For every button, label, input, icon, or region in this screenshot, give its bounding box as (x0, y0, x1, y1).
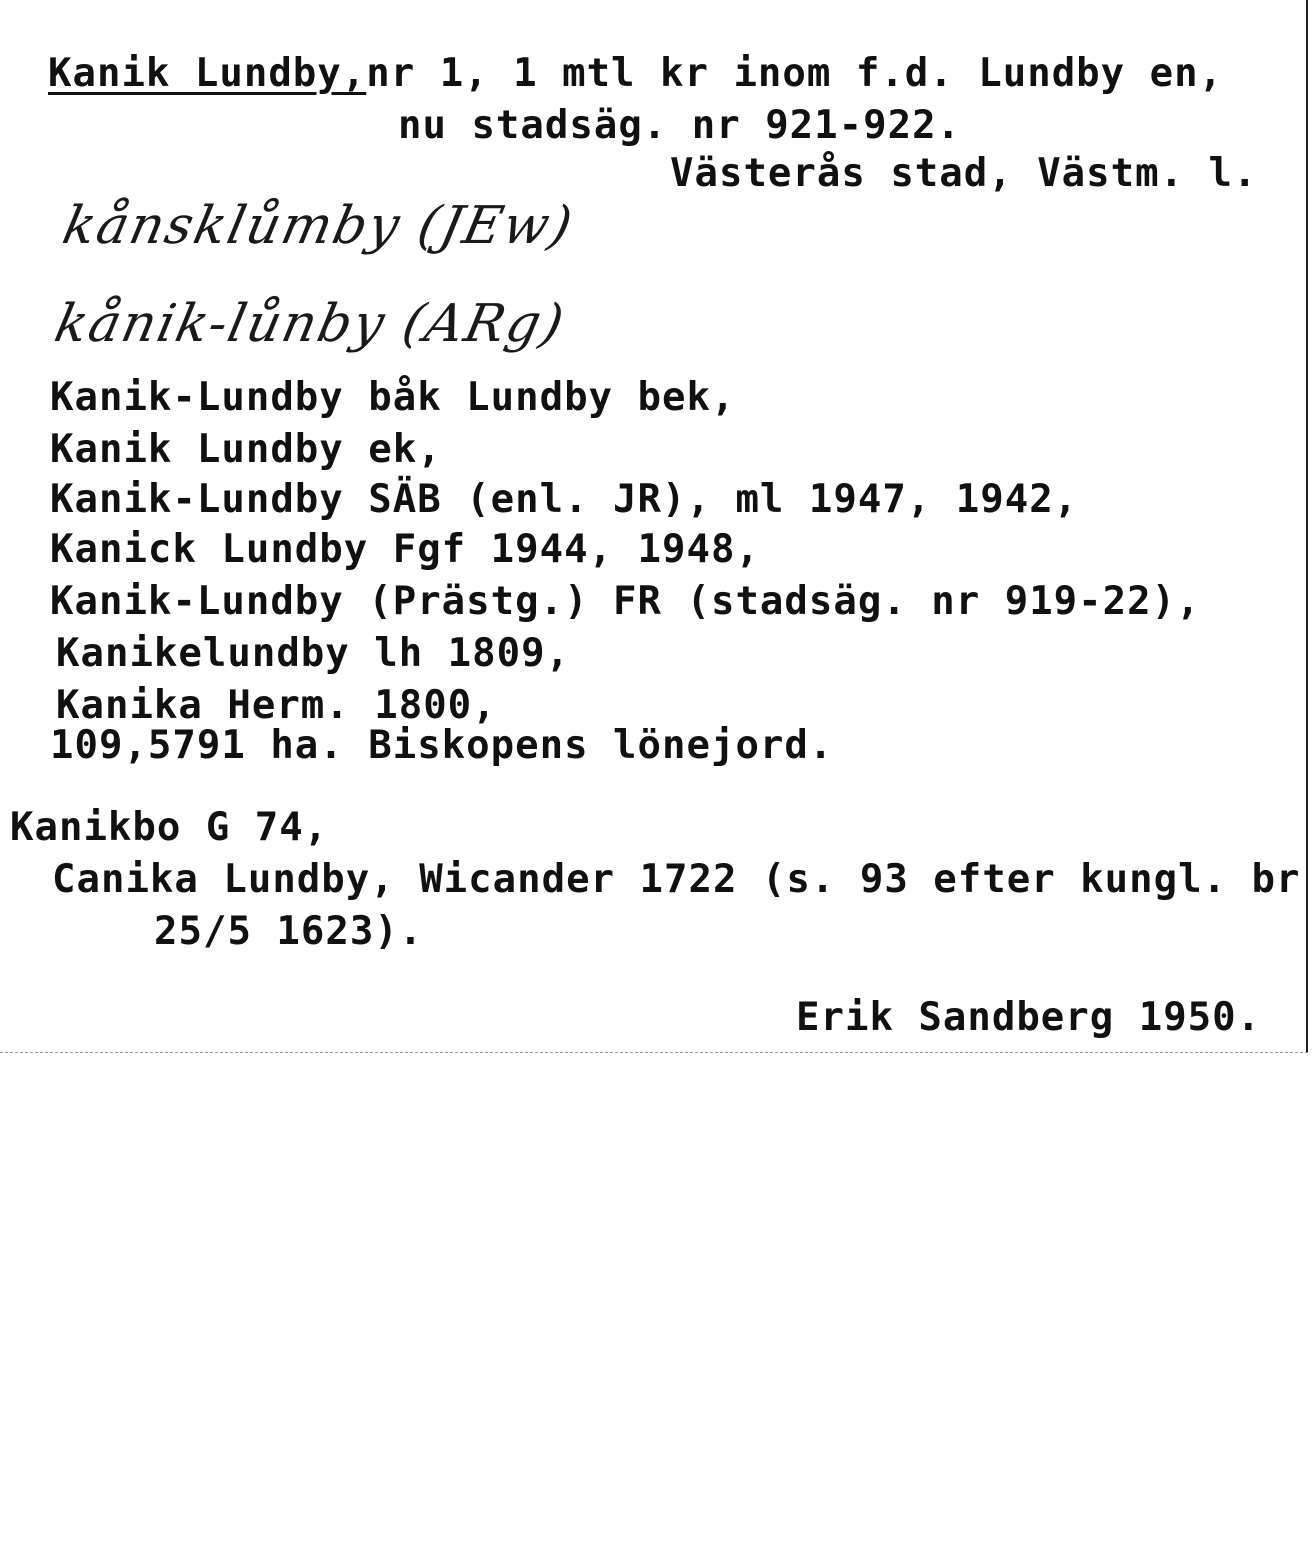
form-1: Kanik-Lundby båk Lundby bek, (50, 375, 736, 420)
pronunciation-1: kånsklůmby (JEw) (57, 196, 580, 256)
card-bottom-edge (0, 1052, 1308, 1053)
form-4: Kanick Lundby Fgf 1944, 1948, (50, 527, 760, 572)
signature: Erik Sandberg 1950. (796, 995, 1262, 1040)
form-8: 109,5791 ha. Biskopens lönejord. (50, 723, 834, 768)
heading-line-3: Västerås stad, Västm. l. (670, 151, 1258, 196)
form-6: Kanikelundby lh 1809, (56, 631, 571, 676)
card-right-edge (1306, 0, 1308, 1052)
pronunciation-2: kånik-lůnby (ARg) (49, 294, 571, 354)
heading-line-1 (48, 52, 1223, 96)
form-2: Kanik Lundby ek, (50, 427, 442, 472)
entry-description: nr 1, 1 mtl kr inom f.d. Lundby en, (366, 51, 1224, 96)
form-5: Kanik-Lundby (Prästg.) FR (stadsäg. nr 919-22), (50, 579, 1201, 624)
form-3: Kanik-Lundby SÄB (enl. JR), ml 1947, 1942, (50, 477, 1079, 522)
entry-name: Kanik Lundby, (48, 51, 367, 96)
heading-line-2: nu stadsäg. nr 921-922. (398, 103, 962, 148)
second-entry-line-3: 25/5 1623). (154, 909, 424, 954)
second-entry-line-2: Canika Lundby, Wicander 1722 (s. 93 efter kungl. br (52, 857, 1301, 902)
form-7: Kanika Herm. 1800, (56, 683, 497, 728)
second-entry-line-1: Kanikbo G 74, (10, 805, 329, 850)
